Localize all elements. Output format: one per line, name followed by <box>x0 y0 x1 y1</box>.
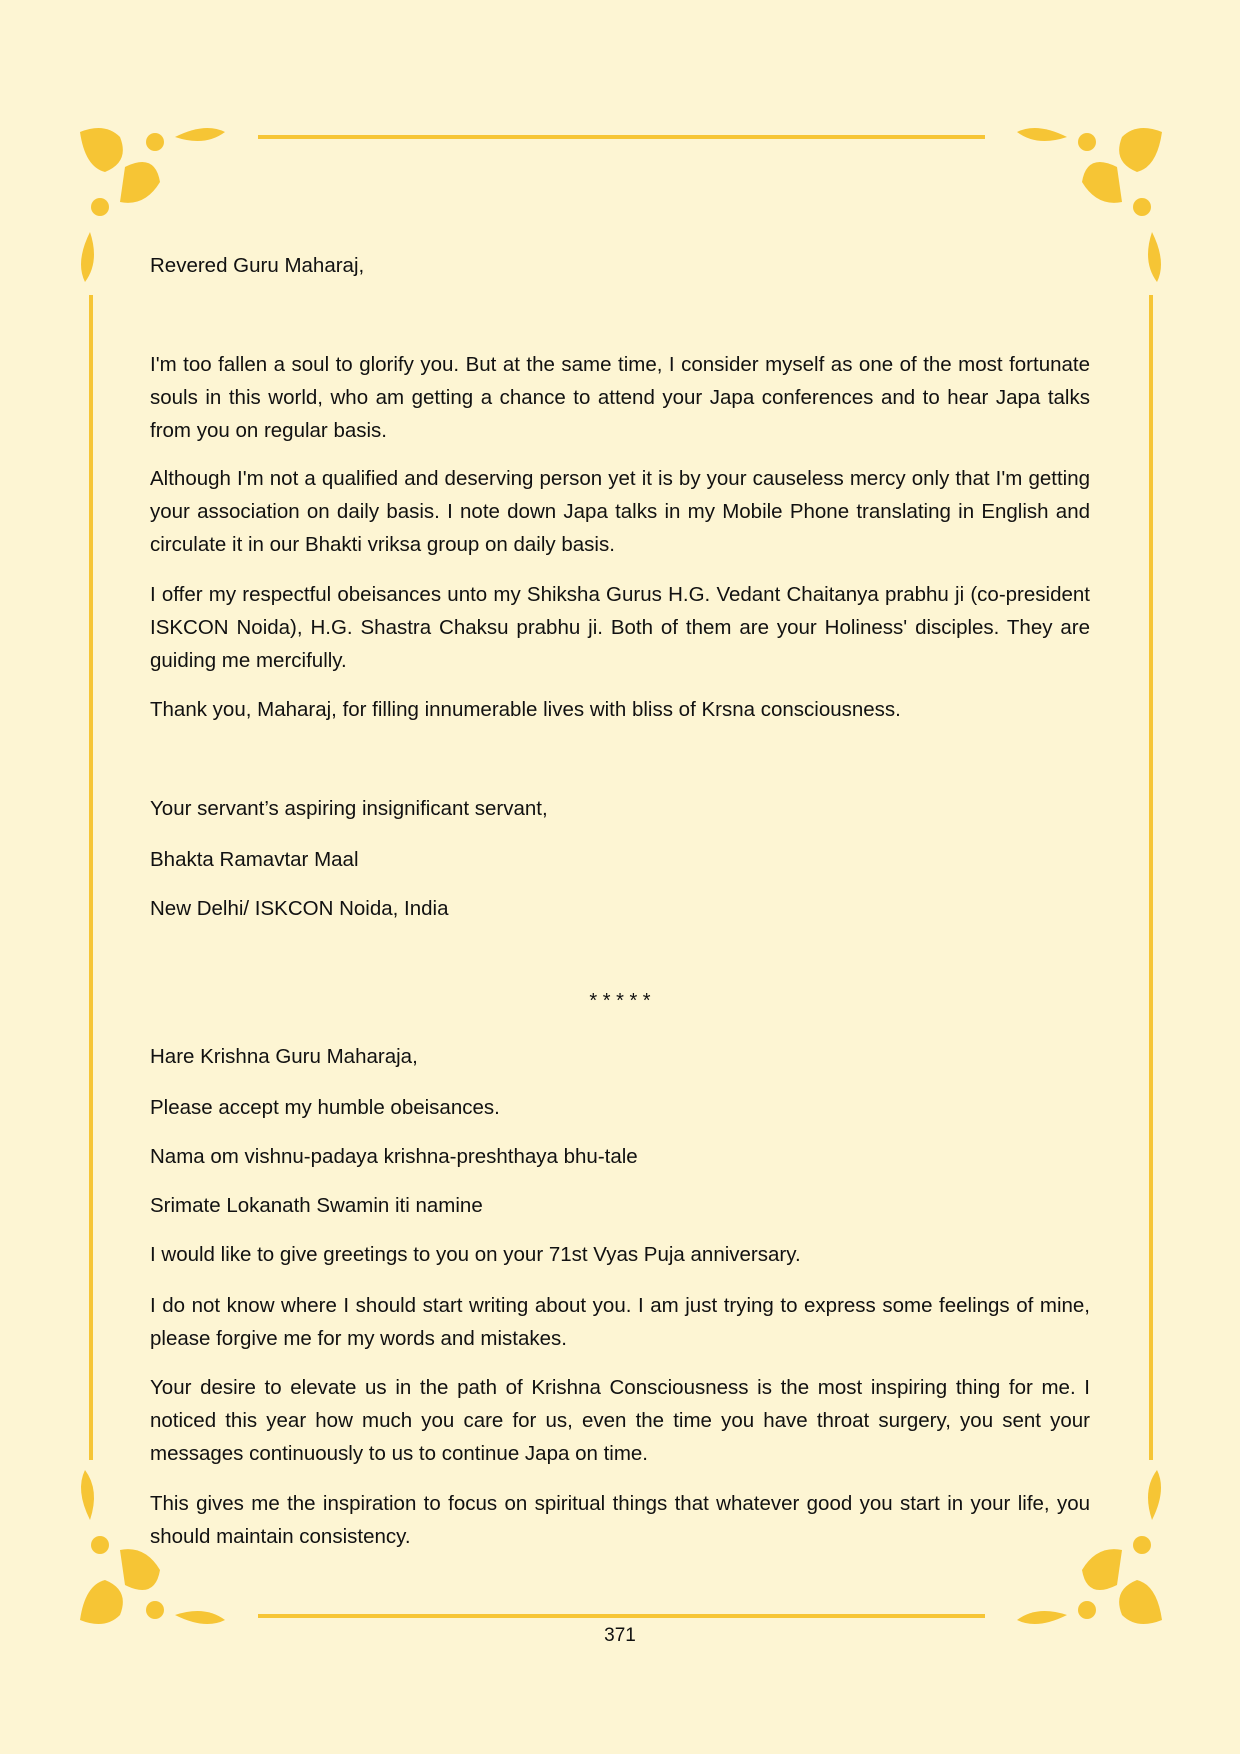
border-bottom <box>258 1614 985 1618</box>
verse-line: Srimate Lokanath Swamin iti namine <box>150 1194 483 1217</box>
paragraph: Please accept my humble obeisances. <box>150 1096 500 1119</box>
salutation: Revered Guru Maharaj, <box>150 254 365 277</box>
border-top <box>258 135 985 139</box>
paragraph: Your desire to elevate us in the path of Krishna Consciousness is the most inspiring thing for me. I noticed this year how much you care for us, even the time you have throat surgery, you sent your messages continuously to us to continue Japa on time. <box>150 1376 1090 1465</box>
salutation: Hare Krishna Guru Maharaja, <box>150 1045 418 1068</box>
signature-location: New Delhi/ ISKCON Noida, India <box>150 897 449 920</box>
paragraph: I do not know where I should start writing about you. I am just trying to express some feelings of mine, please forgive me for my words and mistakes. <box>150 1294 1090 1350</box>
border-right <box>1149 295 1153 1460</box>
separator: * * * * * <box>589 990 651 1012</box>
paragraph: I offer my respectful obeisances unto my Shiksha Gurus H.G. Vedant Chaitanya prabhu ji (co-president ISKCON Noida), H.G. Shastra Chaksu prabhu ji. Both of them are your Holiness' disciples. They are guiding me mercifully. <box>150 583 1090 672</box>
paragraph: Although I'm not a qualified and deserving person yet it is by your causeless mercy only that I'm getting your association on daily basis. I note down Japa talks in my Mobile Phone translating in English and circulate it in our Bhakti vriksa group on daily basis. <box>150 467 1090 556</box>
paragraph: I would like to give greetings to you on your 71st Vyas Puja anniversary. <box>150 1243 801 1266</box>
closing: Your servant’s aspiring insignificant servant, <box>150 797 548 820</box>
paragraph: Thank you, Maharaj, for filling innumerable lives with bliss of Krsna consciousness. <box>150 698 901 721</box>
paragraph: I'm too fallen a soul to glorify you. But at the same time, I consider myself as one of the most fortunate souls in this world, who am getting a chance to attend your Japa conferences and to hear Japa talks from you on regular basis. <box>150 353 1090 442</box>
paragraph: This gives me the inspiration to focus on spiritual things that whatever good you start in your life, you should maintain consistency. <box>150 1492 1090 1548</box>
signature-name: Bhakta Ramavtar Maal <box>150 848 359 871</box>
verse-line: Nama om vishnu-padaya krishna-preshthaya bhu-tale <box>150 1145 638 1168</box>
border-left <box>89 295 93 1460</box>
page-number: 371 <box>604 1625 636 1646</box>
